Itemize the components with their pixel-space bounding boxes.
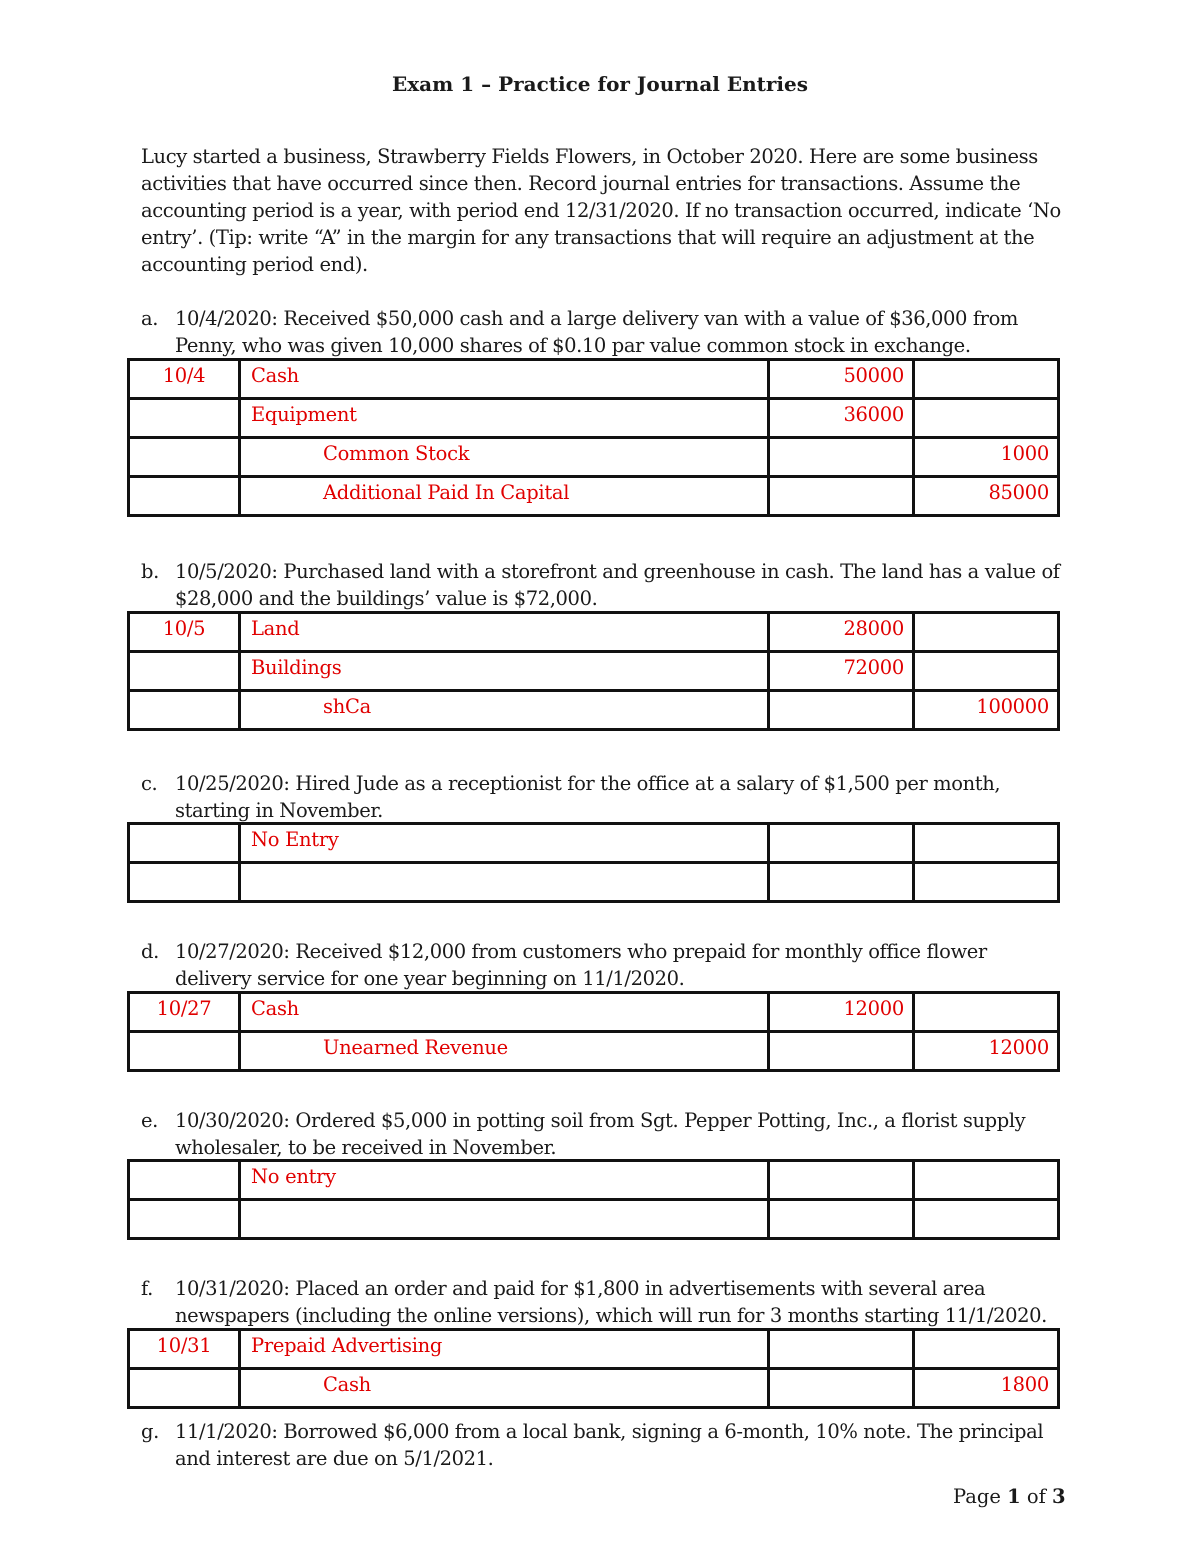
- entry-date: [129, 1369, 240, 1408]
- table-row: [129, 360, 1059, 399]
- table-row: [129, 652, 1059, 691]
- journal-table-e: [127, 1159, 1060, 1240]
- entry-date: 10/4: [129, 360, 240, 399]
- question-letter: c.: [141, 772, 158, 795]
- entry-credit: [914, 1200, 1059, 1239]
- table-row: [129, 1369, 1059, 1408]
- entry-debit: 50000: [769, 360, 914, 399]
- question-g: [141, 1418, 1061, 1472]
- entry-account: Buildings: [240, 652, 769, 691]
- page-number-middle: of: [1020, 1485, 1053, 1508]
- table-row: [129, 477, 1059, 516]
- entry-account: shCa: [240, 691, 769, 730]
- entry-debit: [769, 1369, 914, 1408]
- table-row: [129, 993, 1059, 1032]
- entry-credit: 1000: [914, 438, 1059, 477]
- table-row: [129, 399, 1059, 438]
- table-row: [129, 824, 1059, 863]
- entry-date: [129, 1161, 240, 1200]
- entry-credit: 12000: [914, 1032, 1059, 1071]
- entry-account: Cash: [240, 360, 769, 399]
- entry-date: [129, 824, 240, 863]
- question-letter: e.: [141, 1109, 158, 1132]
- page-number-current: 1: [1007, 1485, 1021, 1508]
- entry-account: Common Stock: [240, 438, 769, 477]
- question-letter: f.: [141, 1277, 153, 1300]
- entry-account: Land: [240, 613, 769, 652]
- entry-credit: [914, 863, 1059, 902]
- entry-credit: 100000: [914, 691, 1059, 730]
- question-letter: b.: [141, 560, 159, 583]
- entry-debit: [769, 1161, 914, 1200]
- question-letter: g.: [141, 1420, 159, 1443]
- entry-account: No Entry: [240, 824, 769, 863]
- entry-account: [240, 863, 769, 902]
- entry-debit: 72000: [769, 652, 914, 691]
- entry-credit: [914, 1330, 1059, 1369]
- question-text: 10/27/2020: Received $12,000 from customers who prepaid for monthly office flower delivery service for one year beginning on 11/1/2020.: [175, 940, 987, 990]
- entry-debit: [769, 863, 914, 902]
- entry-account: Equipment: [240, 399, 769, 438]
- entry-date: 10/27: [129, 993, 240, 1032]
- entry-debit: 12000: [769, 993, 914, 1032]
- table-row: [129, 438, 1059, 477]
- table-row: [129, 1161, 1059, 1200]
- question-b: [141, 558, 1061, 612]
- question-f: [141, 1275, 1061, 1329]
- entry-debit: [769, 1032, 914, 1071]
- entry-credit: 85000: [914, 477, 1059, 516]
- journal-table-d: [127, 991, 1060, 1072]
- entry-debit: [769, 1200, 914, 1239]
- entry-date: [129, 1032, 240, 1071]
- entry-date: [129, 477, 240, 516]
- entry-account: Unearned Revenue: [240, 1032, 769, 1071]
- entry-debit: [769, 1330, 914, 1369]
- question-text: 11/1/2020: Borrowed $6,000 from a local bank, signing a 6-month, 10% note. The principal and interest are due on 5/1/2021.: [175, 1420, 1044, 1470]
- question-letter: a.: [141, 307, 159, 330]
- entry-date: [129, 863, 240, 902]
- entry-date: [129, 691, 240, 730]
- entry-debit: [769, 477, 914, 516]
- journal-table-a: [127, 358, 1060, 517]
- entry-date: [129, 438, 240, 477]
- entry-account: Prepaid Advertising: [240, 1330, 769, 1369]
- journal-table-f: [127, 1328, 1060, 1409]
- entry-date: [129, 652, 240, 691]
- entry-debit: 36000: [769, 399, 914, 438]
- entry-credit: [914, 613, 1059, 652]
- question-text: 10/31/2020: Placed an order and paid for $1,800 in advertisements with several area newspapers (including the online versions), which will run for 3 months starting 11/1/2020.: [175, 1277, 1047, 1327]
- table-row: [129, 863, 1059, 902]
- table-row: [129, 1200, 1059, 1239]
- entry-date: [129, 399, 240, 438]
- entry-account: Additional Paid In Capital: [240, 477, 769, 516]
- question-text: 10/4/2020: Received $50,000 cash and a large delivery van with a value of $36,000 from Penny, who was given 10,000 shares of $0.10 par value common stock in exchange.: [175, 307, 1019, 357]
- entry-date: 10/31: [129, 1330, 240, 1369]
- entry-account: No entry: [240, 1161, 769, 1200]
- entry-credit: [914, 399, 1059, 438]
- entry-debit: [769, 824, 914, 863]
- journal-table-b: [127, 611, 1060, 731]
- entry-credit: 1800: [914, 1369, 1059, 1408]
- question-d: [141, 938, 1061, 992]
- entry-account: Cash: [240, 993, 769, 1032]
- entry-credit: [914, 652, 1059, 691]
- entry-credit: [914, 993, 1059, 1032]
- question-c: [141, 770, 1061, 824]
- table-row: [129, 613, 1059, 652]
- question-text: 10/5/2020: Purchased land with a storefront and greenhouse in cash. The land has a value of $28,000 and the buildings’ value is $72,000.: [175, 560, 1060, 610]
- question-letter: d.: [141, 940, 159, 963]
- table-row: [129, 691, 1059, 730]
- entry-date: 10/5: [129, 613, 240, 652]
- entry-credit: [914, 824, 1059, 863]
- page-number-prefix: Page: [953, 1485, 1008, 1508]
- entry-debit: [769, 438, 914, 477]
- journal-table-c: [127, 822, 1060, 903]
- intro-paragraph: Lucy started a business, Strawberry Fields Flowers, in October 2020. Here are some business activities that have occurred since then. Record journal entries for transactions. Assume the accounting period is a year, with period end 12/31/2020. If no transaction occurred, indicate ‘No entry’. (Tip: write “A” in the margin for any transactions that will require an adjustment at the accounting period end).: [141, 145, 1061, 276]
- entry-debit: 28000: [769, 613, 914, 652]
- table-row: [129, 1032, 1059, 1071]
- page-title: Exam 1 – Practice for Journal Entries: [391, 72, 809, 96]
- question-a: [141, 305, 1061, 359]
- entry-account: [240, 1200, 769, 1239]
- entry-account: Cash: [240, 1369, 769, 1408]
- question-text: 10/25/2020: Hired Jude as a receptionist for the office at a salary of $1,500 per month, starting in November.: [175, 772, 1001, 822]
- question-text: 10/30/2020: Ordered $5,000 in potting soil from Sgt. Pepper Potting, Inc., a florist supply wholesaler, to be received in November.: [175, 1109, 1026, 1159]
- page-number-total: 3: [1052, 1485, 1066, 1508]
- entry-credit: [914, 360, 1059, 399]
- entry-credit: [914, 1161, 1059, 1200]
- table-row: [129, 1330, 1059, 1369]
- question-e: [141, 1107, 1061, 1161]
- entry-debit: [769, 691, 914, 730]
- page-number: [953, 1485, 1066, 1508]
- entry-date: [129, 1200, 240, 1239]
